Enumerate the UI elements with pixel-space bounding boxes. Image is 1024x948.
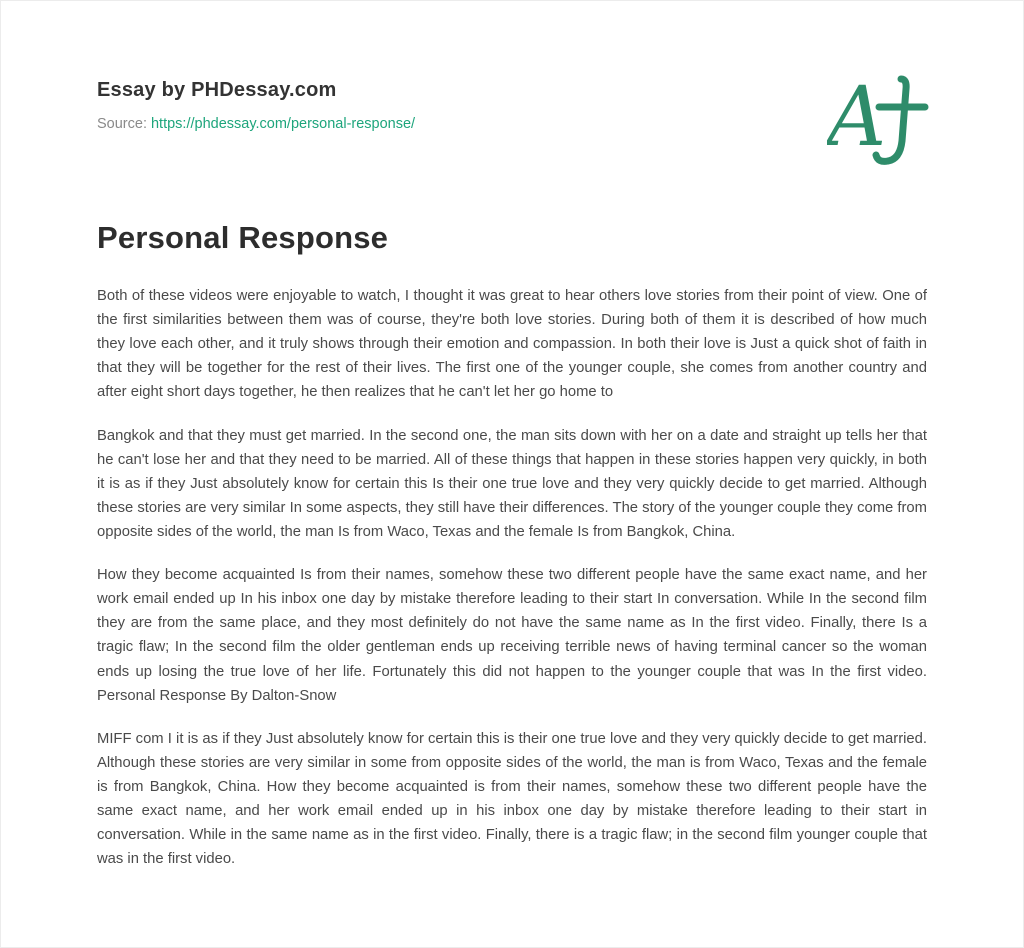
essay-byline: Essay by PHDessay.com [97, 79, 337, 101]
svg-text:A: A [827, 73, 887, 165]
source-url-link[interactable]: https://phdessay.com/personal-response/ [150, 116, 416, 132]
source-line [97, 116, 927, 132]
phdessay-logo [827, 73, 931, 165]
essay-content [1, 1, 1023, 930]
essay-paragraph: How they become acquainted Is from their names, somehow these two different people have the same exact name, and her work email ended up In his inbox one day by mistake therefore leading to their start In conversation. While In the second film they are from the same place, and they most definitely do not have the same name as In the first video. Finally, there Is a tragic flaw; In the second film the older gentleman ends up receiving terrible news of having terminal cancer so the woman ends up losing the true love of her life. Fortunately this did not happen to the younger couple that was In the first video. Personal Response By Dalton-Snow [97, 567, 927, 704]
essay-paragraph: Both of these videos were enjoyable to watch, I thought it was great to hear others love stories from their point of view. One of the first similarities between them was of course, they're both love stories. During both of them it is described of how much they love each other, and it truly shows through their emotion and compassion. In both their love is Just a quick shot of faith in that they will be together for the rest of their lives. The first one of the younger couple, she comes from another country and after eight short days together, he then realizes that he can't let her go home to [97, 288, 927, 401]
essay-body [97, 284, 927, 871]
essay-title: Personal Response [97, 220, 389, 255]
essay-paragraph: Bangkok and that they must get married. In the second one, the man sits down with her on a date and straight up tells her that he can't lose her and that they need to be married. All of these things that happen in these stories happen very quickly, in both it is as if they Just absolutely know for certain this Is their one true love and they very quickly decide to get married. Although these stories are very similar In some aspects, they still have their differences. The story of the younger couple they come from opposite sides of the world, the man Is from Waco, Texas and the female Is from Bangkok, China. [97, 427, 927, 540]
a-plus-logo-icon [827, 73, 931, 165]
essay-paragraph: MIFF com I it is as if they Just absolutely know for certain this is their one true love and they very quickly decide to get married. Although these stories are very similar in some from opposite sides of the world, the man is from Waco, Texas and the female is from Bangkok, China. How they become acquainted is from their names, somehow these two different people have the same exact name, and her work email ended up in his inbox one day by mistake therefore leading to their start in conversation. While in the same name as in the first video. Finally, there is a tragic flaw; in the second film younger couple that was in the first video. [97, 730, 927, 868]
source-label: Source: [97, 116, 147, 132]
